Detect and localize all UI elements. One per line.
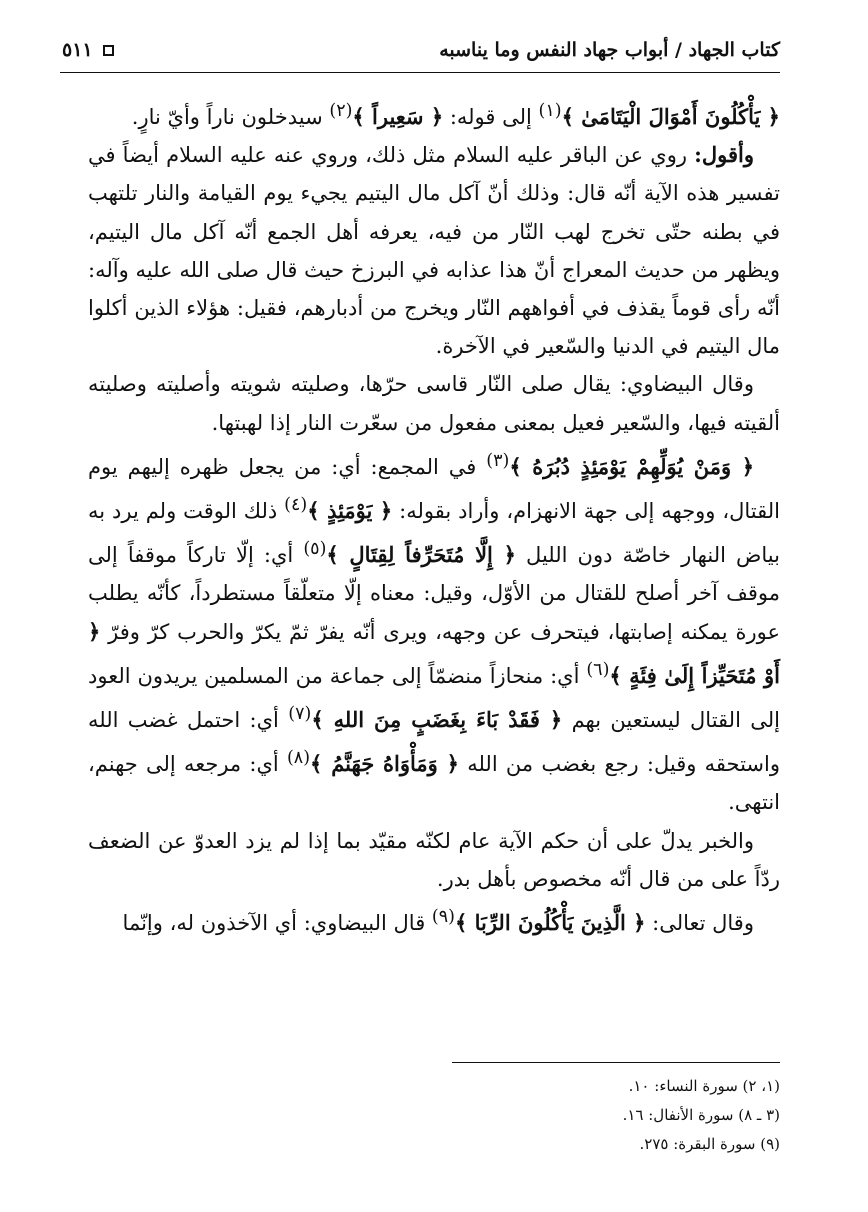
quran-verse: ﴿ الَّذِينَ يَأْكُلُونَ الرِّبَا ﴾ [454, 910, 646, 936]
text-span: وقال تعالى: [645, 911, 754, 936]
footnote-ref: (١) [538, 101, 562, 121]
quran-verse: ﴿ يَوْمَئِذٍ ﴾ [307, 498, 393, 524]
paragraph-5 [88, 822, 780, 898]
paragraph-3 [88, 365, 780, 441]
footnote-ref: (٨) [286, 748, 311, 769]
text-span: وقال البيضاوي: يقال صلى النّار قاسى حرّها، وصليته شويته وأصليته وصليته ألقيته فيها، والسّعير فعيل بمعنى مفعول من سعّرت النار إذا لهبتها. [88, 372, 780, 435]
main-text [88, 92, 780, 942]
quran-verse: ﴿ وَمَنْ يُوَلِّهِمْ يَوْمَئِذٍ دُبُرَهُ ﴾ [509, 453, 755, 479]
footnote-ref: (٩) [431, 907, 455, 928]
quran-verse: ﴿ فَقَدْ بَاءَ بِغَضَبٍ مِنَ اللهِ ﴾ [311, 707, 563, 733]
text-span: ذلك الوقت ولم يرد به بياض النهار خاصّة دون الليل [88, 499, 780, 568]
paragraph-1 [88, 92, 780, 136]
paragraph-6 [88, 898, 780, 942]
footnotes [420, 1072, 780, 1159]
square-ornament-icon [103, 45, 114, 56]
footnote-item: (٣ ـ ٨) سورة الأنفال: ١٦. [622, 1106, 780, 1124]
paragraph-2 [88, 136, 780, 365]
quran-verse: ﴿ أَوْ مُتَحَيِّزاً إِلَىٰ فِئَةٍ ﴾ [88, 618, 780, 688]
text-span: روي عن الباقر عليه السلام مثل ذلك، وروي عنه عليه السلام أيضاً في تفسير هذه الآية أنّه قال: وذلك أنّ آكل مال اليتيم يجيء يوم القيامة والنار تلتهب في بطنه حتّى تخرج لهب النّار من فيه، يعرفه أهل الجمع أنّه آكل مال اليتيم، ويظهر من حديث المعراج أنّ هذا عذابه في البرزخ حيث قال صلى الله عليه وآله: أنّه رأى قوماً يقذف في أفواههم النّار ويخرج من أدبارهم، فقيل: هؤلاء الذين أكلوا مال اليتيم في الدنيا والسّعير في الآخرة. [88, 143, 780, 359]
footnote-ref: (٥) [303, 539, 327, 560]
footnote-divider [452, 1062, 780, 1063]
text-span: سيدخلون ناراً وأيّ نارٍ. [131, 105, 330, 129]
text-span: أي: إلّا تاركاً موقفاً إلى موقف آخر أصلح للقتال من الأوّل، وقيل: معناه إلّا متعلّقاً مستطرداً، كأنّه يطلب عورة يمكنه إصابتها، فيتحرف عن وجهه، ويرى أنّه يفرّ ثمّ يكرّ والحرب كرّ وفرّ [88, 543, 780, 644]
footnote-item: (٩) سورة البقرة: ٢٧٥. [639, 1135, 780, 1153]
lead-word: وأقول: [694, 142, 754, 168]
text-span: أي: منحازاً منضمّاً إلى جماعة من المسلمين يريدون العود إلى القتال ليستعين بهم [88, 663, 780, 733]
page-number-group [62, 39, 114, 61]
text-span: والخبر يدلّ على أن حكم الآية عام لكنّه مقيّد بما إذا لم يزد العدوّ عن الضعف ردّاً على من قال أنّه مخصوص بأهل بدر. [88, 828, 780, 891]
footnote-ref: (٦) [586, 659, 610, 680]
footnote-item: (١، ٢) سورة النساء: ١٠. [628, 1077, 780, 1095]
footnote-ref: (٢) [329, 101, 353, 121]
footnote-ref: (٧) [288, 704, 312, 725]
footnote-ref: (٣) [486, 450, 510, 471]
quran-verse: ﴿ وَمَأْوَاهُ جَهَنَّمُ ﴾ [310, 751, 459, 777]
header-divider [60, 72, 780, 73]
text-span: أي: احتمل غضب الله واستحقه وقيل: رجع بغضب من الله [88, 708, 780, 777]
running-header [62, 30, 780, 70]
text-span: أي: مرجعه إلى جهنم، انتهى. [88, 752, 780, 815]
footnote-ref: (٤) [284, 495, 308, 516]
text-span: قال البيضاوي: أي الآخذون له، وإنّما [122, 911, 432, 936]
quran-verse: ﴿ إِلَّا مُتَحَرِّفاً لِقِتَالٍ ﴾ [326, 542, 516, 568]
text-span: في المجمع: أي: من يجعل ظهره إليهم يوم القتال، ووجهه إلى جهة الانهزام، وأراد بقوله: [88, 454, 780, 524]
paragraph-4 [88, 442, 780, 822]
quran-verse: ﴿ سَعِيراً ﴾ [352, 104, 444, 129]
page-number: ٥١١ [62, 39, 93, 61]
quran-verse: ﴿ يَأْكُلُونَ أَمْوَالَ الْيَتَامَىٰ ﴾ [561, 104, 780, 129]
text-span: إلى قوله: [443, 105, 539, 129]
header-title: كتاب الجهاد / أبواب جهاد النفس وما يناسبه [439, 39, 780, 61]
